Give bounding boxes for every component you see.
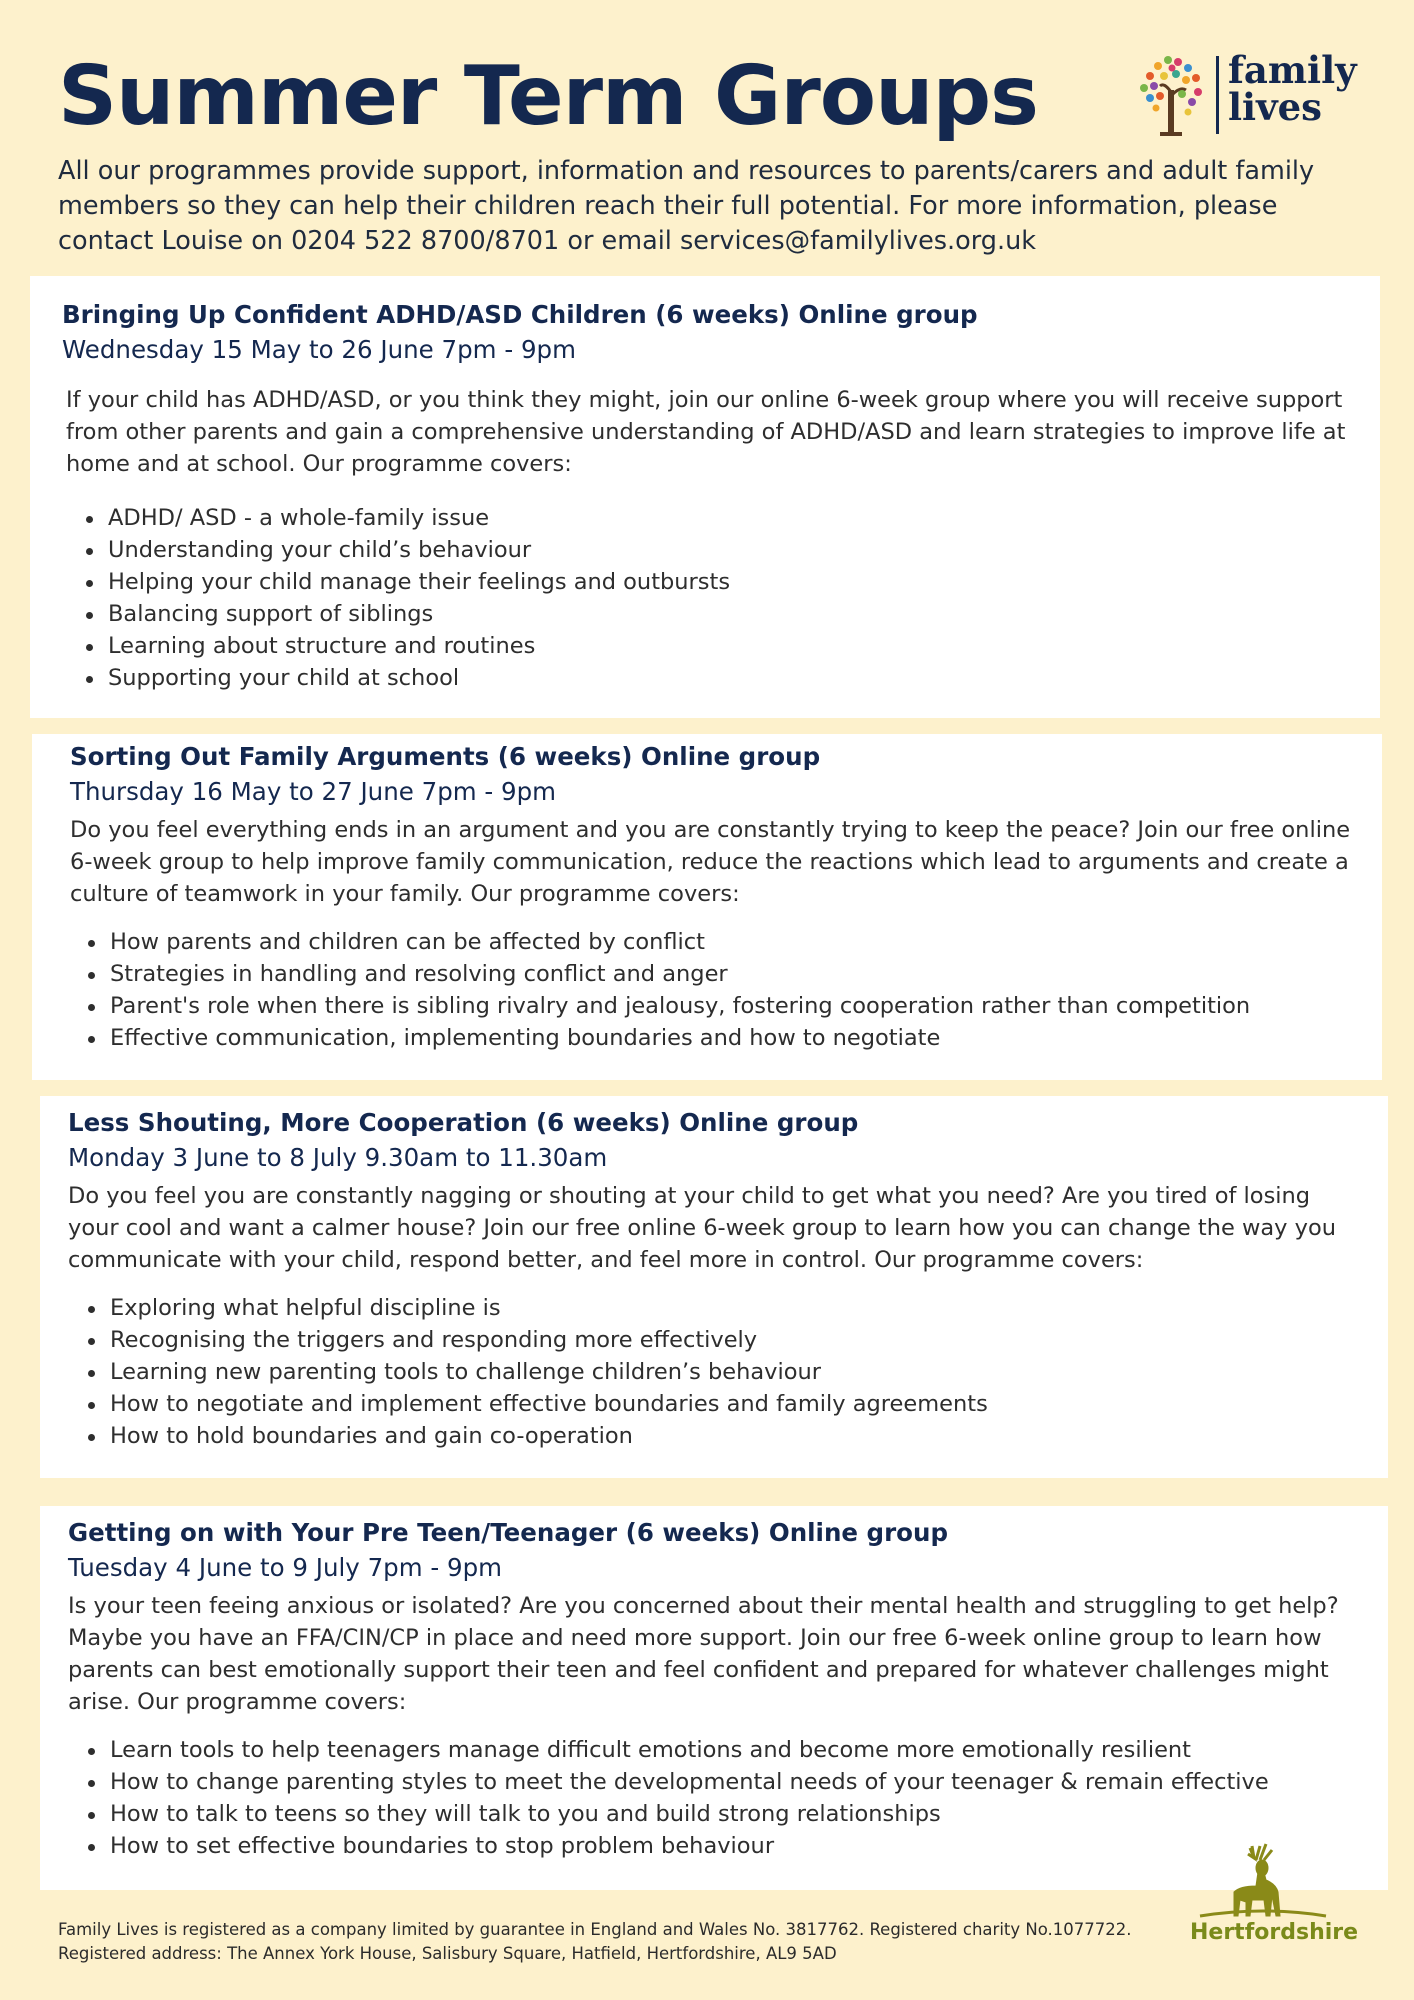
list-item: Learn tools to help teenagers manage difficult emotions and become more emotionally resilient bbox=[110, 1734, 1368, 1766]
group-topics bbox=[62, 502, 1346, 694]
group-card-adhd bbox=[30, 276, 1380, 718]
list-item: How to set effective boundaries to stop problem behaviour bbox=[110, 1830, 1368, 1862]
list-item: How to negotiate and implement effective boundaries and family agreements bbox=[110, 1388, 1364, 1420]
group-description: Do you feel you are constantly nagging or shouting at your child to get what you need? Are you tired of losing your cool and want a calmer house? Join our free online 6-week group to learn how you can change the way you communicate with your child, respond better, and feel more in control. Our programme covers: bbox=[68, 1183, 1336, 1273]
page-title: Summer Term Groups bbox=[58, 49, 1038, 144]
council-name: Hertfordshire bbox=[1190, 1920, 1359, 1945]
intro-text: All our programmes provide support, information and resources to parents/carers and adult family members so they can help their children reach their full potential. For more information, please contact Louise on 0204 522 8700/8701 or email services@familylives.org.uk bbox=[58, 156, 1315, 256]
list-item: Helping your child manage their feelings and outbursts bbox=[108, 566, 1346, 598]
group-card-arguments bbox=[32, 734, 1382, 1080]
list-item: Strategies in handling and resolving conflict and anger bbox=[110, 958, 1352, 990]
group-topics bbox=[68, 1292, 1364, 1452]
group-topics bbox=[68, 1734, 1368, 1862]
group-description: Is your teen feeing anxious or isolated? Are you concerned about their mental health and struggling to get help? Maybe you have an FFA/CIN/CP in place and need more support. Join our free 6-week online group to learn how parents can best emotionally support their teen and feel confident and prepared for whatever challenges might arise. Our programme covers: bbox=[68, 1593, 1339, 1715]
list-item: Recognising the triggers and responding more effectively bbox=[110, 1324, 1364, 1356]
list-item: Understanding your child’s behaviour bbox=[108, 534, 1346, 566]
group-schedule: Monday 3 June to 8 July 9.30am to 11.30am bbox=[68, 1143, 608, 1172]
list-item: Exploring what helpful discipline is bbox=[110, 1292, 1364, 1324]
logo-wordmark bbox=[1228, 48, 1357, 129]
stag-icon bbox=[1190, 1840, 1336, 1920]
list-item: How to change parenting styles to meet the developmental needs of your teenager & remain effective bbox=[110, 1766, 1368, 1798]
group-schedule: Wednesday 15 May to 26 June 7pm - 9pm bbox=[62, 335, 576, 364]
group-card-cooperation bbox=[40, 1096, 1388, 1478]
hertfordshire-logo bbox=[1190, 1840, 1359, 1950]
logo-divider bbox=[1216, 56, 1219, 134]
group-title: Getting on with Your Pre Teen/Teenager (6 weeks) Online group bbox=[68, 1518, 948, 1547]
list-item: Balancing support of siblings bbox=[108, 598, 1346, 630]
list-item: How to talk to teens so they will talk to you and build strong relationships bbox=[110, 1798, 1368, 1830]
group-title: Bringing Up Confident ADHD/ASD Children (6 weeks) Online group bbox=[62, 300, 978, 329]
group-title: Sorting Out Family Arguments (6 weeks) Online group bbox=[70, 742, 821, 771]
list-item: ADHD/ ASD - a whole-family issue bbox=[108, 502, 1346, 534]
tree-icon bbox=[1136, 52, 1216, 138]
list-item: Supporting your child at school bbox=[108, 662, 1346, 694]
group-title: Less Shouting, More Cooperation (6 weeks) Online group bbox=[68, 1108, 859, 1137]
list-item: Learning about structure and routines bbox=[108, 630, 1346, 662]
list-item: Effective communication, implementing boundaries and how to negotiate bbox=[110, 1022, 1352, 1054]
family-lives-logo bbox=[1136, 48, 1362, 138]
group-description: If your child has ADHD/ASD, or you think they might, join our online 6-week group where you will receive support from other parents and gain a comprehensive understanding of ADHD/ASD and learn strategies to improve life at home and at school. Our programme covers: bbox=[66, 387, 1346, 477]
group-card-teenager bbox=[40, 1506, 1388, 1890]
list-item: How parents and children can be affected by conflict bbox=[110, 926, 1352, 958]
group-description: Do you feel everything ends in an argument and you are constantly trying to keep the peace? Join our free online 6-week group to help improve family communication, reduce the reactions which lead to arguments and create a culture of teamwork in your family. Our programme covers: bbox=[70, 817, 1351, 907]
group-schedule: Tuesday 4 June to 9 July 7pm - 9pm bbox=[68, 1553, 503, 1582]
list-item: How to hold boundaries and gain co-operation bbox=[110, 1420, 1364, 1452]
logo-line-2: lives bbox=[1228, 85, 1322, 129]
group-topics bbox=[70, 926, 1352, 1054]
group-schedule: Thursday 16 May to 27 June 7pm - 9pm bbox=[70, 777, 557, 806]
list-item: Parent's role when there is sibling rivalry and jealousy, fostering cooperation rather than competition bbox=[110, 990, 1352, 1022]
logo-line-1: family bbox=[1228, 48, 1357, 92]
registration-footer: Family Lives is registered as a company limited by guarantee in England and Wales No. 3817762. Registered charity No.1077722. Registered address: The Annex York House, Salisbury Square, Hatfield, Hertfordshire, AL9 5AD bbox=[58, 1920, 1132, 1963]
list-item: Learning new parenting tools to challenge children’s behaviour bbox=[110, 1356, 1364, 1388]
